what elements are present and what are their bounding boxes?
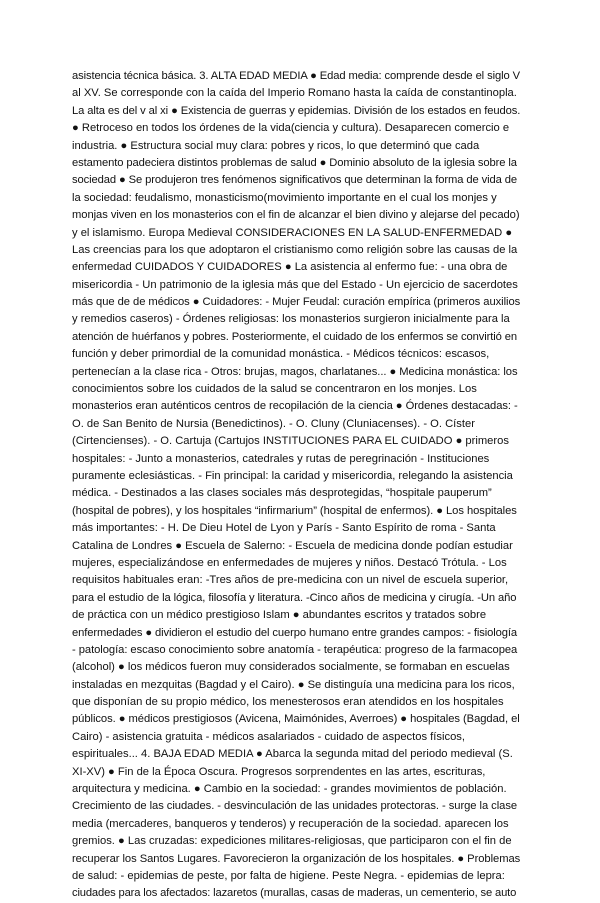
text-line: y el islamismo. Europa Medieval CONSIDERACIONES EN LA SALUD-ENFERMEDAD ● — [72, 226, 513, 239]
text-line: La alta es del v al xi ● Existencia de guerras y epidemias. División de los estados en feudos. — [72, 104, 520, 117]
text-line: recuperar los Santos Lugares. Favorecieron la organización de los hospitales. ● Problemas — [72, 852, 520, 865]
text-line: (Cirtencienses). - O. Cartuja (Cartujos INSTITUCIONES PARA EL CUIDADO ● primeros — [72, 435, 509, 448]
text-line: hospitales: - Junto a monasterios, catedrales y rutas de peregrinación - Instituciones — [72, 452, 490, 465]
text-line: enfermedades ● dividieron el estudio del cuerpo humano entre grandes campos: - fisiología — [72, 626, 518, 639]
text-line: instaladas en mezquitas (Bagdad y el Cairo). ● Se distinguía una medicina para los ricos, — [72, 678, 515, 691]
text-line: conocimientos sobre los cuidados de la salud se concentraron en los monjes. Los — [72, 383, 477, 396]
text-line: para el estudio de la lógica, filosofía y literatura. -Cinco años de medicina y cirugía. -Un año — [72, 591, 517, 604]
text-line: estamento padeciera distintos problemas de salud ● Dominio absoluto de la iglesia sobre la — [72, 156, 517, 169]
text-line: industria. ● Estructura social muy clara: pobres y ricos, lo que determinó que cada — [72, 139, 480, 152]
text-line: (alcohol) ● los médicos fueron muy considerados socialmente, se formaban en escuelas — [72, 661, 510, 674]
text-line: que disponían de su propio médico, los menesterosos eran atendidos en los hospitales — [72, 696, 504, 709]
text-line: función y deber primordial de la comunidad monástica. - Médicos técnicos: escasos, — [72, 348, 490, 361]
text-line: pertenecían a la clase rica - Otros: brujas, magos, charlatanes... ● Medicina monástica: los — [72, 365, 518, 378]
text-line: requisitos habituales eran: -Tres años de pre-medicina con un nivel de escuela superior, — [72, 574, 509, 587]
text-line: Crecimiento de las ciudades. - desvinculación de las unidades protectoras. - surge la clase — [72, 800, 518, 813]
text-line: gremios. ● Las cruzadas: expediciones militares-religiosas, que participaron con el fin de — [72, 835, 512, 848]
text-line: públicos. ● médicos prestigiosos (Avicena, Maimónides, Averroes) ● hospitales (Bagdad, el — [72, 713, 520, 726]
text-line: Las creencias para los que adoptaron el cristianismo como religión sobre las causas de la — [72, 243, 518, 256]
body-text — [72, 68, 520, 903]
text-line: monasterios eran auténticos centros de recopilación de la ciencia ● Órdenes destacadas: - — [72, 400, 518, 413]
text-line: al XV. Se corresponde con la caída del Imperio Romano hasta la caída de constantinopla. — [72, 87, 517, 100]
text-line: ciudades para los afectados: lazaretos (murallas, casas de maderas, un cementerio, se auto — [72, 887, 517, 900]
text-line: más que de de médicos ● Cuidadores: - Mujer Feudal: curación empírica (primeros auxilios — [72, 296, 520, 309]
text-line: mujeres, especializándose en enfermedades de mujeres y niños. Destacó Trótula. - Los — [72, 556, 507, 569]
text-line: de salud: - epidemias de peste, por falta de higiene. Peste Negra. - epidemias de lepra: — [72, 869, 505, 882]
text-line: arquitectura y medicina. ● Cambio en la sociedad: - grandes movimientos de población. — [72, 783, 507, 796]
text-line: media (mercaderes, banqueros y tenderos) y recuperación de la sociedad. aparecen los — [72, 817, 509, 830]
text-line: ● Retroceso en todos los órdenes de la vida(ciencia y cultura). Desaparecen comercio e — [72, 122, 510, 135]
text-line: espirituales... 4. BAJA EDAD MEDIA ● Abarca la segunda mitad del periodo medieval (S. — [72, 748, 513, 761]
text-line: enfermedad CUIDADOS Y CUIDADORES ● La asistencia al enfermo fue: - una obra de — [72, 261, 508, 274]
text-line: atención de huérfanos y pobres. Posteriormente, el cuidado de los enfermos se convirtió en — [72, 330, 517, 343]
text-line: - patología: escaso conocimiento sobre anatomía - terapéutica: progreso de la farmacopea — [72, 643, 518, 656]
text-line: y remedios caseros) - Órdenes religiosas: los monasterios surgieron inicialmente para la — [72, 313, 510, 326]
text-line: la sociedad: feudalismo, monasticismo(movimiento importante en el cual los monjes y — [72, 191, 497, 204]
text-line: Catalina de Londres ● Escuela de Salerno: - Escuela de medicina donde podían estudiar — [72, 539, 513, 552]
text-line: misericordia - Un patrimonio de la iglesia más que del Estado - Un ejercicio de sacerdotes — [72, 278, 518, 291]
text-line: Cairo) - asistencia gratuita - médicos asalariados - cuidado de aspectos físicos, — [72, 730, 465, 743]
text-line: puramente eclesiásticas. - Fin principal: la caridad y misericordia, relegando la asistencia — [72, 469, 513, 482]
text-line: O. de San Benito de Nursia (Benedictinos). - O. Cluny (Cluniacenses). - O. Císter — [72, 417, 475, 430]
text-line: más importantes: - H. De Dieu Hotel de Lyon y París - Santo Espírito de roma - Santa — [72, 522, 496, 535]
text-line: médica. - Destinados a las clases sociales más desprotegidas, “hospitale pauperum” — [72, 487, 492, 500]
text-line: sociedad ● Se produjeron tres fenómenos significativos que determinan la forma de vida de — [72, 174, 517, 187]
text-line: de práctica con un médico prestigioso Islam ● abundantes escritos y tratados sobre — [72, 609, 487, 622]
text-line: asistencia técnica básica. 3. ALTA EDAD MEDIA ● Edad media: comprende desde el siglo V — [72, 70, 520, 82]
text-line: monjas viven en los monasterios con el fin de alcanzar el bien divino y alejarse del pecado) — [72, 209, 520, 222]
text-line: XI-XV) ● Fin de la Época Oscura. Progresos sorprendentes en las artes, escrituras, — [72, 765, 486, 778]
text-line: (hospital de pobres), y los hospitales “infirmarium” (hospital de enfermos). ● Los hospitales — [72, 504, 517, 517]
